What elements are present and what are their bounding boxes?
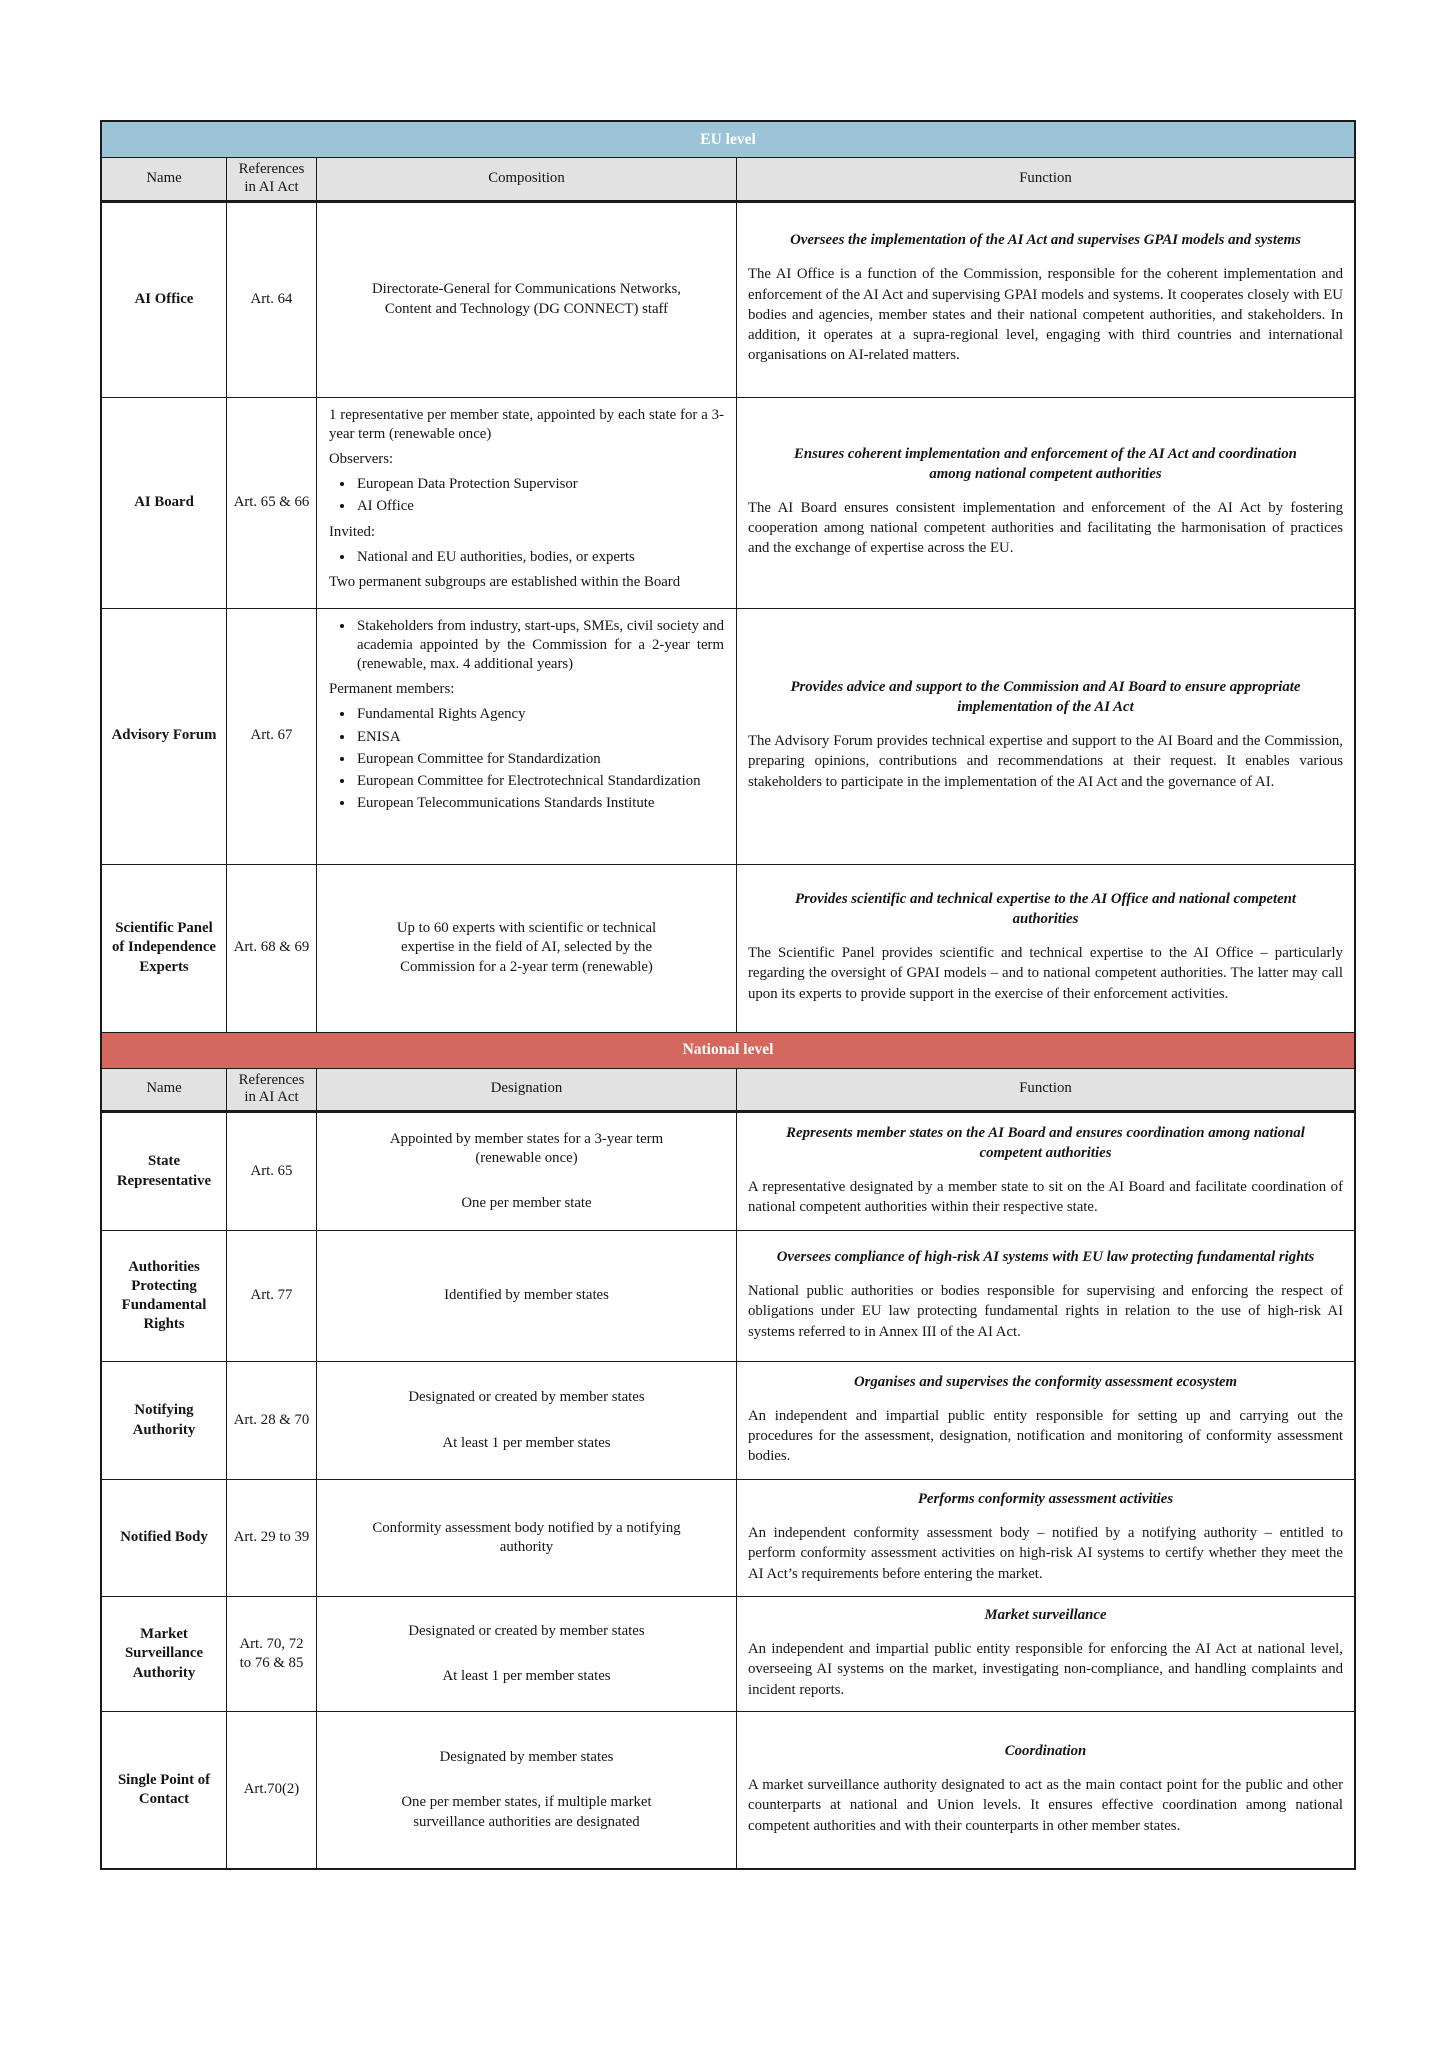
function-title: Provides advice and support to the Commission and AI Board to ensure appropriate implementation of the AI Act — [790, 679, 1301, 716]
entity-references: Art. 29 to 39 — [227, 1480, 317, 1596]
entity-name: Advisory Forum — [102, 609, 227, 864]
table-row — [102, 203, 1354, 398]
column-header-references: References in AI Act — [227, 158, 317, 200]
composition-paragraph: Designated or created by member states — [408, 1389, 645, 1406]
entity-function — [737, 398, 1354, 608]
column-header-composition: Composition — [317, 158, 737, 200]
entity-composition — [317, 1231, 737, 1361]
entity-references: Art. 65 & 66 — [227, 398, 317, 608]
function-body: A representative designated by a member state to sit on the AI Board and facilitate coordination of national competent authorities within their respective state. — [748, 1178, 1343, 1215]
entity-function — [737, 865, 1354, 1032]
entity-function — [737, 609, 1354, 864]
composition-bullet-item: • National and EU authorities, bodies, or experts — [355, 548, 724, 567]
entity-function — [737, 1480, 1354, 1596]
composition-bullet-item: • European Committee for Electrotechnical Standardization — [355, 772, 724, 791]
entity-function — [737, 1712, 1354, 1868]
governance-table — [100, 120, 1356, 1870]
column-header-name: Name — [102, 158, 227, 200]
entity-references: Art.70(2) — [227, 1712, 317, 1868]
entity-composition — [317, 1113, 737, 1230]
entity-references: Art. 65 — [227, 1113, 317, 1230]
composition-paragraph: Permanent members: — [329, 681, 455, 698]
function-body: An independent and impartial public entity responsible for setting up and carrying out the procedures for the assessment, designation, notification and monitoring of conformity assessment bodies. — [748, 1407, 1343, 1465]
table-row — [102, 1231, 1354, 1362]
function-body: The Advisory Forum provides technical expertise and support to the AI Board and the Commission, preparing opinions, contributions and recommendations at their request. It enables various stakeholders to participate in the implementation of the AI Act and the governance of AI. — [748, 733, 1343, 790]
composition-paragraph: At least 1 per member states — [442, 1668, 611, 1684]
column-header-designation: Designation — [317, 1069, 737, 1111]
entity-name: Scientific Panel of Independence Experts — [102, 865, 227, 1032]
entity-name: Authorities Protecting Fundamental Rights — [102, 1231, 227, 1361]
entity-name: Single Point of Contact — [102, 1712, 227, 1868]
function-title: Organises and supervises the conformity assessment ecosystem — [853, 1373, 1238, 1390]
table-row — [102, 1362, 1354, 1480]
entity-name: Notifying Authority — [102, 1362, 227, 1479]
column-header-name: Name — [102, 1069, 227, 1111]
composition-paragraph: At least 1 per member states — [442, 1434, 611, 1451]
function-body: National public authorities or bodies responsible for supervising and enforcing the respect of obligations under EU law protecting fundamental rights in relation to the use of high-risk AI systems referred to in Annex III of the AI Act. — [748, 1283, 1343, 1340]
entity-function — [737, 203, 1354, 397]
entity-function — [737, 1597, 1354, 1711]
entity-function — [737, 1113, 1354, 1230]
function-title: Provides scientific and technical expertise to the AI Office and national competent authorities — [794, 891, 1296, 928]
eu-column-header-row — [102, 158, 1354, 203]
composition-bullet-item: • Stakeholders from industry, start-ups, SMEs, civil society and academia appointed by the Commission for a 2-year term (renewable, max. 4 additional years) — [355, 617, 724, 675]
composition-paragraph: Appointed by member states for a 3-year term (renewable once) — [389, 1130, 664, 1166]
function-title: Oversees the implementation of the AI Act and supervises GPAI models and systems — [790, 232, 1301, 249]
entity-references: Art. 67 — [227, 609, 317, 864]
composition-paragraph: Observers: — [329, 450, 394, 467]
entity-composition — [317, 398, 737, 608]
function-body: The Scientific Panel provides scientific and technical expertise to the AI Office – particularly regarding the oversight of GPAI models – and to national competent authorities. The latter may call upon its experts to provide support in the exercise of their enforcement activities. — [748, 945, 1343, 1002]
entity-function — [737, 1362, 1354, 1479]
composition-bullet-list — [329, 705, 724, 813]
table-row — [102, 1113, 1354, 1231]
national-column-header-row — [102, 1069, 1354, 1114]
entity-name: Market Surveillance Authority — [102, 1597, 227, 1711]
table-row — [102, 609, 1354, 865]
entity-composition — [317, 1362, 737, 1479]
composition-paragraph: Two permanent subgroups are established within the Board — [329, 574, 681, 591]
entity-composition — [317, 203, 737, 397]
composition-paragraph: Identified by member states — [444, 1287, 609, 1304]
composition-paragraph: 1 representative per member state, appointed by each state for a 3-year term (renewable once) — [329, 406, 724, 442]
table-row — [102, 1480, 1354, 1597]
function-title: Performs conformity assessment activities — [917, 1491, 1174, 1508]
entity-composition — [317, 609, 737, 864]
column-header-references: References in AI Act — [227, 1069, 317, 1111]
function-title: Ensures coherent implementation and enforcement of the AI Act and coordination among national competent authorities — [794, 445, 1297, 482]
entity-composition — [317, 1712, 737, 1868]
function-title: Coordination — [1004, 1743, 1087, 1760]
composition-bullet-item: • AI Office — [355, 497, 724, 516]
entity-composition — [317, 1597, 737, 1711]
national-level-section-header: National level — [102, 1033, 1354, 1069]
composition-bullet-list — [329, 548, 724, 567]
function-body: An independent conformity assessment body – notified by a notifying authority – entitled to perform conformity assessment activities on high-risk AI systems to certify whether they meet the AI Act’s requirements before entering the market. — [748, 1525, 1343, 1582]
function-title: Oversees compliance of high-risk AI systems with EU law protecting fundamental rights — [776, 1249, 1315, 1266]
column-header-function: Function — [1019, 1080, 1072, 1097]
composition-bullet-list — [329, 475, 724, 516]
function-body: An independent and impartial public entity responsible for enforcing the AI Act at national level, overseeing AI systems on the market, investigating non-compliance, and handling complaints and incident reports. — [748, 1641, 1343, 1698]
entity-function — [737, 1231, 1354, 1361]
document-page — [100, 120, 1356, 1870]
composition-bullet-list — [329, 617, 724, 675]
composition-bullet-item: • European Data Protection Supervisor — [355, 475, 724, 494]
entity-references: Art. 64 — [227, 203, 317, 397]
table-row — [102, 1597, 1354, 1712]
composition-paragraph: Up to 60 experts with scientific or technical expertise in the field of AI, selected by the Commission for a 2-year term (renewable) — [396, 920, 657, 975]
table-row — [102, 398, 1354, 609]
composition-bullet-item: • Fundamental Rights Agency — [355, 705, 724, 724]
entity-references: Art. 28 & 70 — [227, 1362, 317, 1479]
entity-composition — [317, 1480, 737, 1596]
function-title: Represents member states on the AI Board and ensures coordination among national competent authorities — [786, 1124, 1305, 1161]
composition-paragraph: Directorate-General for Communications Networks, Content and Technology (DG CONNECT) staff — [372, 281, 681, 317]
entity-composition — [317, 865, 737, 1032]
entity-name: Notified Body — [102, 1480, 227, 1596]
composition-paragraph: Designated or created by member states — [408, 1622, 645, 1639]
column-header-function: Function — [1019, 169, 1072, 186]
entity-references: Art. 77 — [227, 1231, 317, 1361]
entity-references: Art. 68 & 69 — [227, 865, 317, 1032]
function-body: The AI Board ensures consistent implementation and enforcement of the AI Act by fostering cooperation among national competent authorities and facilitating the harmonisation of practices and the exchange of expertise across the EU. — [748, 499, 1343, 557]
composition-bullet-item: • European Telecommunications Standards Institute — [355, 794, 724, 813]
composition-paragraph: Designated by member states — [439, 1749, 614, 1766]
entity-name: AI Office — [102, 203, 227, 397]
function-title: Market surveillance — [984, 1607, 1107, 1624]
composition-paragraph: Conformity assessment body notified by a notifying authority — [372, 1519, 681, 1555]
composition-bullet-item: • ENISA — [355, 728, 724, 747]
entity-name: AI Board — [102, 398, 227, 608]
entity-references: Art. 70, 72 to 76 & 85 — [227, 1597, 317, 1711]
table-row — [102, 865, 1354, 1033]
function-body: A market surveillance authority designated to act as the main contact point for the public and other counterparts at national and Union levels. It ensures effective coordination among national competent authorities and with their counterparts in other member states. — [748, 1777, 1343, 1834]
composition-paragraph: One per member state — [461, 1195, 592, 1212]
composition-paragraph: Invited: — [329, 523, 376, 540]
eu-rows-container — [102, 203, 1354, 1033]
composition-paragraph: One per member states, if multiple market surveillance authorities are designated — [401, 1794, 652, 1830]
national-rows-container — [102, 1113, 1354, 1868]
table-row — [102, 1712, 1354, 1868]
composition-bullet-item: • European Committee for Standardization — [355, 750, 724, 769]
eu-level-section-header: EU level — [102, 122, 1354, 158]
entity-name: State Representative — [102, 1113, 227, 1230]
function-body: The AI Office is a function of the Commission, responsible for the coherent implementation and enforcement of the AI Act and supervising GPAI models and systems. It cooperates closely with EU bodies and agencies, member states and their national competent authorities, and stakeholders. In addition, it operates at a supra-regional level, engaging with third countries and international organisations on AI-related matters. — [748, 266, 1343, 364]
